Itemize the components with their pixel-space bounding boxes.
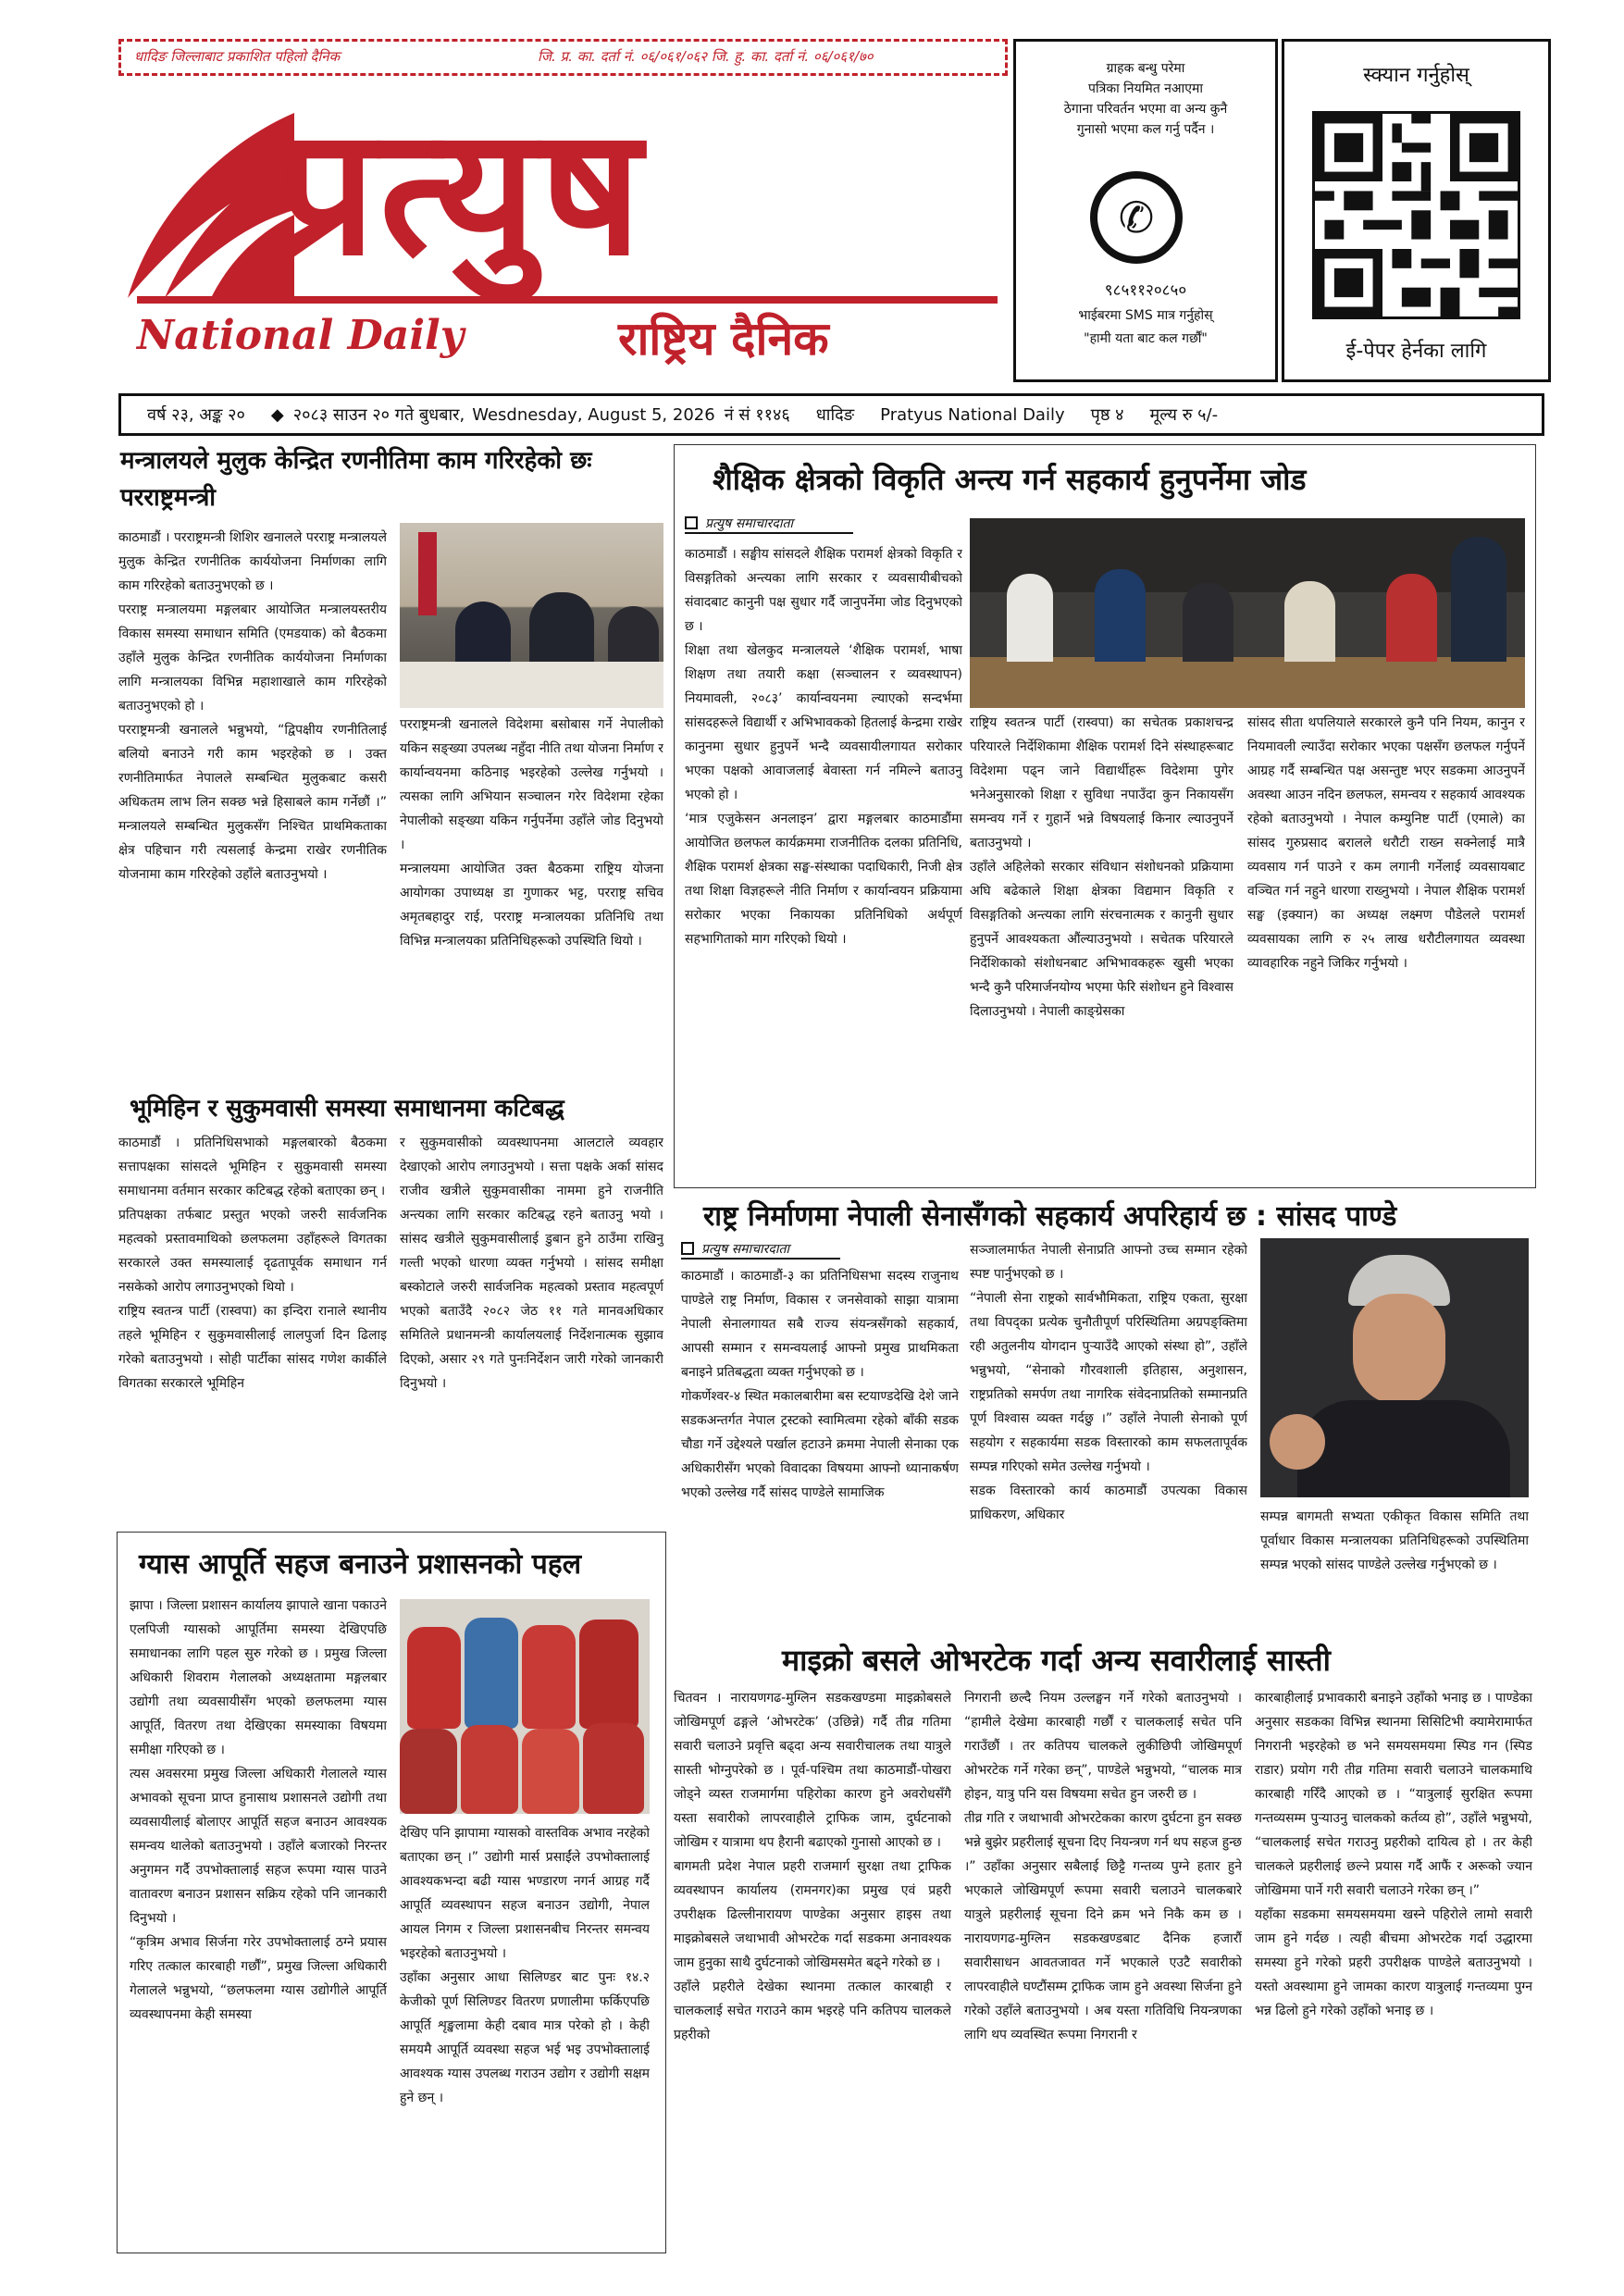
notice-line: "हामी यता बाट कल गर्छौं" [1084,331,1208,346]
place: धादिङ [815,405,855,425]
article-headline: मन्त्रालयले मुलुक केन्द्रित रणनीतिमा काम गरिरहेको छः परराष्ट्रमन्त्री [120,447,592,512]
viber-phone-icon: ✆ [1090,171,1183,264]
qr-code-box [1282,39,1551,382]
date-nepali: २०८३ साउन २० गते बुधबार, [292,405,465,425]
customer-notice-box [1013,39,1278,382]
article-body: देखिए पनि झापामा ग्यासको वास्तविक अभाव नरहेको बताएका छन् ।” उद्योगी मार्स प्रसाईंले उपभोक्तालाई आवश्यकभन्दा बढी ग्यास भण्डारण नगर्न आग्रह गर्दै आपूर्ति व्यवस्थापन सहज बनाउन उद्योगी, नेपाल आयल निगम र जिल्ला प्रशासनबीच निरन्तर समन्वय भइरहेको बताउनुभयो । उहाँका अनुसार आधा सिलिण्डर बाट पुनः १४.२ केजीको पूर्ण सिलिण्डर वितरण प्रणालीमा फर्किएपछि आपूर्ति शृङ्खलामा केही दबाव मात्र परेको हो । केही समयमै आपूर्ति व्यवस्था सहज भई भइ उपभोक्तालाई आवश्यक ग्यास उपलब्ध गराउन उद्योग र उद्योगी सक्षम हुने छन् । [400,1826,650,2105]
article-body: सञ्जालमार्फत नेपाली सेनाप्रति आफ्नो उच्च सम्मान रहेको स्पष्ट पार्नुभएको छ । “नेपाली सेना राष्ट्रको सार्वभौमिकता, राष्ट्रिय एकता, सुरक्षा तथा विपद्का प्रत्येक चुनौतीपूर्ण परिस्थितिमा अग्रपङ्क्तिमा रही अतुलनीय योगदान पुऱ्याउँदै आएको संस्था हो”, उहाँले भन्नुभयो, “सेनाको गौरवशाली इतिहास, अनुशासन, राष्ट्रप्रतिको समर्पण तथा नागरिक संवेदनाप्रतिको सम्मानप्रति पूर्ण विश्वास व्यक्त गर्दछु ।” उहाँले नेपाली सेनाको पूर्ण सहयोग र सहकार्यमा सडक विस्तारको काम सफलतापूर्वक सम्पन्न गरिएको समेत उल्लेख गर्नुभयो । सडक विस्तारको कार्य काठमाडौं उपत्यका विकास प्राधिकरण, अधिकार [970,1243,1247,1522]
mp-pande-photo [1260,1238,1529,1497]
qr-bottom-label: ई-पेपर हेर्नका लागि [1345,340,1487,363]
notice-line: भाईबरमा SMS मात्र गर्नुहोस् [1078,308,1213,323]
newspaper-subtitle-en: National Daily [137,312,465,359]
article-body: परराष्ट्रमन्त्री खनालले विदेशमा बसोबास गर्ने नेपालीको यकिन सङ्ख्या उपलब्ध नहुँदा नीति तथा योजना निर्माण र कार्यान्वयनमा कठिनाइ भइरहेको उल्लेख गर्नुभयो । त्यसका लागि अभियान सञ्चालन गरेर विदेशमा रहेका नेपालीको सङ्ख्या यकिन गर्नुपर्नेमा उहाँले जोड दिनुभयो । मन्त्रालयमा आयोजित उक्त बैठकमा राष्ट्रिय योजना आयोगका उपाध्यक्ष डा गुणाकर भट्ट, परराष्ट्र सचिव अमृतबहादुर राई, परराष्ट्र मन्त्रालयका प्रतिनिधि तथा विभिन्न मन्त्रालयका प्रतिनिधिहरूको उपस्थिति थियो । [400,717,663,949]
article-body: चितवन । नारायणगढ-मुग्लिन सडकखण्डमा माइक्रोबसले जोखिमपूर्ण ढङ्गले ‘ओभरटेक’ (उछिन्ने) गर्दै तीव्र गतिमा सवारी चलाउने प्रवृत्ति बढ्दा अन्य सवारीचालक तथा यात्रुले सास्ती भोग्नुपरेको छ । पूर्व-पश्चिम तथा काठमाडौं-पोखरा जोड्ने व्यस्त राजमार्गमा पहिरोका कारण हुने अवरोधसँगै यस्ता सवारीको लापरवाहीले ट्राफिक जाम, दुर्घटनाको जोखिम र यात्रामा थप हैरानी बढाएको गुनासो आएको छ । बागमती प्रदेश नेपाल प्रहरी राजमार्ग सुरक्षा तथा ट्राफिक व्यवस्थापन कार्यालय (रामनगर)का प्रमुख एवं प्रहरी उपरीक्षक ढिल्लीनारायण पाण्डेका अनुसार हाइस तथा माइक्रोबसले जथाभावी ओभरटेक गर्दा सडकमा अनावश्यक जाम हुनुका साथै दुर्घटनाको जोखिमसमेत बढ्ने गरेको छ । उहाँले प्रहरीले देखेका स्थानमा तत्काल कारबाही र चालकलाई सचेत गराउने काम भइरहे पनि कतिपय चालकले प्रहरीको [674,1691,951,2042]
notice-line: ग्राहक बन्धु परेमा [1106,61,1185,76]
article-body: कारबाहीलाई प्रभावकारी बनाइने उहाँको भनाइ छ । पाण्डेका अनुसार सडकका विभिन्न स्थानमा सिसिटिभी क्यामेरामार्फत निगरानी भइरहेको छ भने समयसमयमा स्पिड गन (स्पिड राडार) प्रयोग गरी तीव्र गतिमा सवारी चलाउने चालकमाथि कारबाही गरिँदै आएको छ । “यात्रुलाई सुरक्षित रूपमा गन्तव्यसम्म पुऱ्याउनु चालकको कर्तव्य हो”, उहाँले भन्नुभयो, “चालकलाई सचेत गराउनु प्रहरीको दायित्व हो । तर केही चालकले प्रहरीलाई छल्ने प्रयास गर्दै आफैं र अरूको ज्यान जोखिममा पार्ने गरी सवारी चलाउने गरेका छन् ।” यहाँका सडकमा समयसमयमा खस्ने पहिरोले लामो सवारी जाम हुने गर्दछ । त्यही बीचमा ओभरटेक गर्दा उद्धारमा समस्या हुने गरेको प्रहरी उपरीक्षक पाण्डेले बताउनुभयो । यस्तो अवस्थामा हुने जामका कारण यात्रुलाई गन्तव्यमा पुग्न भन्न ढिलो हुने गरेको उहाँको भनाइ छ । [1255,1691,1532,2018]
serial-number: नं सं ११४६ [724,405,790,425]
article-body: काठमाडौं । सङ्घीय सांसदले शैक्षिक परामर्श क्षेत्रको विकृति र विसङ्गतिको अन्त्यका लागि सरकार र व्यवसायीबीचको संवादबाट कानुनी पक्ष सुधार गर्दै जानुपर्नेमा जोड दिनुभएको छ । शिक्षा तथा खेलकुद मन्त्रालयले ‘शैक्षिक परामर्श, भाषा शिक्षण तथा तयारी कक्षा (सञ्चालन र व्यवस्थापन) नियमावली, २०८३’ कार्यान्वयनमा ल्याएको सन्दर्भमा सांसदहरूले विद्यार्थी र अभिभावकको हितलाई केन्द्रमा राखेर कानुनमा सुधार हुनुपर्ने भन्दै व्यवसायीलगायत सरोकार भएका पक्षको आवाजलाई बेवास्ता गर्न नमिल्ने बताउनु भएको हो । ‘मात्र एजुकेसन अनलाइन’ द्वारा मङ्गलबार काठमाडौंमा आयोजित छलफल कार्यक्रममा राजनीतिक दलका प्रतिनिधि, शैक्षिक परामर्श क्षेत्रका सङ्घ-संस्थाका पदाधिकारी, निजी क्षेत्र तथा शिक्षा विज्ञहरूले नीति निर्माण र कार्यान्वयन प्रक्रियामा सरोकार भएका निकायका प्रतिनिधिको अर्थपूर्ण सहभागिताको माग गरिएको थियो । [685,547,962,947]
article-body: र सुकुमवासीको व्यवस्थापनमा आलटाले व्यवहार देखाएको आरोप लगाउनुभयो । सत्ता पक्षके अर्का सांसद राजीव खत्रीले सुकुमवासीका नाममा हुने राजनीति अन्त्यका लागि सरकार कटिबद्ध रहने बताउनु भयो । सांसद खत्रीले सुकुमवासीलाई डुबान हुने ठाउँमा राखिनु गल्ती भएको धारणा व्यक्त गर्नुभयो । सांसद समीक्षा बस्कोटाले जरुरी सार्वजनिक महत्वको प्रस्ताव महत्वपूर्ण भएको बताउँदै २०८२ जेठ ११ गते मानवअधिकार समितिले प्रधानमन्त्री कार्यालयलाई निर्देशनात्मक सुझाव दिएको, असार २९ गते पुनःनिर्देशन जारी गरेको जानकारी दिनुभयो । [400,1136,663,1391]
qr-code-icon[interactable] [1312,111,1520,319]
phone-number: ९८५११२०८५० [1104,281,1187,300]
newspaper-logo [118,85,1007,374]
notice-line: ठेगाना परिवर्तन भएमा वा अन्य कुनै [1063,102,1228,117]
newspaper-subtitle-np: राष्ट्रिय दैनिक [618,312,829,366]
article-headline: भूमिहिन र सुकुमवासी समस्या समाधानमा कटिबद्ध [130,1095,564,1123]
masthead-registration: जि. प्र. का. दर्ता नं. ०६/०६१/०६२ जि. हु. का. दर्ता नं. ०६/०६१/७० [538,48,874,65]
date-english: Wesdnesday, August 5, 2026 [472,404,715,425]
article-body: सम्पन्न बागमती सभ्यता एकीकृत विकास समिति तथा पूर्वाधार विकास मन्त्रालयका प्रतिनिधिहरूको उपस्थितिमा सम्पन्न भएको सांसद पाण्डेले उल्लेख गर्नुभएको छ । [1260,1509,1529,1572]
masthead-tagline-box [118,39,1008,76]
paper-name-en: Pratyus National Daily [880,404,1065,425]
article-body: झापा । जिल्ला प्रशासन कार्यालय झापाले खाना पकाउने एलपिजी ग्यासको आपूर्तिमा समस्या देखिएपछि समाधानका लागि पहल सुरु गरेको छ । प्रमुख जिल्ला अधिकारी शिवराम गेलालको अध्यक्षतामा मङ्गलबार उद्योगी तथा व्यवसायीसँग भएको छलफलमा ग्यास आपूर्ति, वितरण तथा देखिएका समस्याका विषयमा समीक्षा गरिएको छ । त्यस अवसरमा प्रमुख जिल्ला अधिकारी गेलालले ग्यास अभावको सूचना प्राप्त हुनासाथ प्रशासनले उद्योगी तथा व्यवसायीलाई बोलाएर आपूर्ति सहज बनाउन आवश्यक समन्वय थालेको बताउनुभयो । उहाँले बजारको निरन्तर अनुगमन गर्दै उपभोक्तालाई सहज रूपमा ग्यास पाउने वातावरण बनाउन प्रशासन सक्रिय रहेको पनि जानकारी दिनुभयो । “कृत्रिम अभाव सिर्जना गरेर उपभोक्तालाई ठग्ने प्रयास गरिए तत्काल कारबाही गर्छौं”, प्रमुख जिल्ला अधिकारी गेलालले भन्नुभयो, “छलफलमा ग्यास उद्योगीले आपूर्ति व्यवस्थापनमा केही समस्या [130,1598,387,2022]
article-body: काठमाडौं । प्रतिनिधिसभाको मङ्गलबारको बैठकमा सत्तापक्षका सांसदले भूमिहिन र सुकुमवासी समस्या समाधानमा वर्तमान सरकार कटिबद्ध रहेको बताएका छन् । प्रतिपक्षका तर्फबाट प्रस्तुत भएको जरुरी सार्वजनिक महत्वको प्रस्तावमाथिको छलफलमा उहाँहरूले विगतका सरकारले उक्त समस्यालाई दृढतापूर्वक समाधान गर्न नसकेको आरोप लगाउनुभएको थियो । राष्ट्रिय स्वतन्त्र पार्टी (रास्वपा) का इन्दिरा रानाले स्थानीय तहले भूमिहिन र सुकुमवासीलाई लालपुर्जा दिन ढिलाइ गरेको बताउनुभयो । सोही पार्टीका सांसद गणेश कार्कीले विगतका सरकारले भूमिहिन [118,1136,387,1391]
byline-tag: प्रत्युष समाचारदाता [685,515,853,534]
article-headline: माइक्रो बसले ओभरटेक गर्दा अन्य सवारीलाई सास्ती [782,1643,1331,1678]
notice-line: पत्रिका नियमित नआएमा [1088,81,1203,96]
logo-divider [137,296,998,304]
article-headline: ग्यास आपूर्ति सहज बनाउने प्रशासनको पहल [139,1548,582,1581]
minister-meeting-photo [400,523,663,708]
article-body: काठमाडौं । काठमाडौं-३ का प्रतिनिधिसभा सदस्य राजुनाथ पाण्डेले राष्ट्र निर्माण, विकास र जनसेवाको साझा यात्रामा नेपाली सेनालगायत सबै राज्य संयन्त्रसँगको सहकार्य, आपसी सम्मान र समन्वयलाई आफ्नो प्रमुख प्राथमिकता बनाइने प्रतिबद्धता व्यक्त गर्नुभएको छ । गोकर्णेश्वर-४ स्थित मकालबारीमा बस स्टयाण्डदेखि देशे जाने सडकअन्तर्गत नेपाल ट्रस्टको स्वामित्वमा रहेको बाँकी सडक चौडा गर्ने उद्देश्यले पर्खाल हटाउने क्रममा नेपाली सेनाका एक अधिकारीसँग भएको विवादका विषयमा आफ्नो ध्यानाकर्षण भएको उल्लेख गर्दै सांसद पाण्डेले सामाजिक [681,1269,959,1500]
article-body: सांसद सीता थपलियाले सरकारले कुनै पनि नियम, कानुन र नियमावली ल्याउँदा सरोकार भएका पक्षसँग छलफल गर्नुपर्ने आग्रह गर्दै सम्बन्धित पक्ष असन्तुष्ट भएर सडकमा आउनुपर्ने अवस्था आउन नदिन छलफल, समन्वय र सहकार्य आवश्यक रहेको बताउनुभयो । नेपाल कम्युनिष्ट पार्टी (एमाले) का सांसद गुरुप्रसाद बरालले धरौटी राख्न सक्नेलाई मात्रै व्यवसाय गर्न पाउने र कम लगानी गर्नेलाई व्यवसायबाट वञ्चित गर्न नहुने धारणा राख्नुभयो । नेपाल शैक्षिक परामर्श सङ्घ (इक्यान) का अध्यक्ष लक्ष्मण पौडेलले परामर्श व्यवसायका लागि रु २५ लाख धरौटीलगायत व्यवस्था व्यावहारिक नहुने जिकिर गर्नुभयो । [1247,715,1525,971]
article-body: राष्ट्रिय स्वतन्त्र पार्टी (रास्वपा) का सचेतक प्रकाशचन्द्र परियारले निर्देशिकामा शैक्षिक परामर्श दिने संस्थाहरूबाट विदेशमा पढ्न जाने विद्यार्थीहरू विदेशमा पुगेर भनेअनुसारको शिक्षा र सुविधा नपाउँदा कुन निकायसँग समन्वय गर्ने र गुहार्ने भन्ने विषयलाई किनार ल्याउनुपर्ने बताउनुभयो । उहाँले अहिलेको सरकार संविधान संशोधनको प्रक्रियामा अघि बढेकाले शिक्षा क्षेत्रका विद्यमान विकृति र विसङ्गतिको अन्त्यका लागि संरचनात्मक र कानुनी सुधार हुनुपर्ने आवश्यकता औंल्याउनुभयो । सचेतक परियारले निर्देशिकाको संशोधनबाट अभिभावकहरू खुसी भएका भन्दै कुनै परिमार्जनयोग्य भएमा फेरि संशोधन हुने विश्वास दिलाउनुभयो । नेपाली काङ्ग्रेसका [970,715,1233,1019]
diamond-icon: ◆ [270,404,284,425]
byline-tag: प्रत्युष समाचारदाता [681,1240,840,1260]
article-headline: राष्ट्र निर्माणमा नेपाली सेनासँगको सहकार्य अपरिहार्य छ : सांसद पाण्डे [703,1200,1397,1233]
volume-number: वर्ष २३, अङ्क २० [147,405,245,425]
education-program-photo [970,518,1525,708]
price: मूल्य रु ५/- [1149,405,1219,425]
newspaper-title: प्रत्युष [276,88,646,294]
page-number: पृष्ठ ४ [1090,405,1124,425]
article-body: काठमाडौं । परराष्ट्रमन्त्री शिशिर खनालले परराष्ट्र मन्त्रालयले मुलुक केन्द्रित रणनीतिक कार्ययोजना निर्माणका लागि काम गरिरहेको बताउनुभएको छ । परराष्ट्र मन्त्रालयमा मङ्गलबार आयोजित मन्त्रालयस्तरीय विकास समस्या समाधान समिति (एमडयाक) को बैठकमा उहाँले मुलुक केन्द्रित रणनीतिक कार्ययोजना निर्माणका लागि मन्त्रालयका विभिन्न महाशाखाले काम गरिरहेको बताउनुभएको हो । परराष्ट्रमन्त्री खनालले भन्नुभयो, “द्विपक्षीय रणनीतिलाई बलियो बनाउने गरी काम भइरहेको छ । उक्त रणनीतिमार्फत नेपालले सम्बन्धित मुलुकबाट कसरी अधिकतम लाभ लिन सक्छ भन्ने हिसाबले काम गर्नेछौं ।” मन्त्रालयले सम्बन्धित मुलुकसँग निश्चित प्राथमिकताका क्षेत्र पहिचान गरी त्यसलाई केन्द्रमा राखेर रणनीतिक योजनामा काम गरिरहेको उहाँले बताउनुभयो । [118,530,387,882]
article-body: निगरानी छल्दै नियम उल्लङ्घन गर्ने गरेको बताउनुभयो । “हामीले देखेमा कारबाही गर्छौं र चालकलाई सचेत पनि गराउँछौं । तर कतिपय चालकले लुकीछिपी जोखिमपूर्ण ओभरटेक गर्ने गरेका छन्”, पाण्डेले भन्नुभयो, “चालक मात्र होइन, यात्रु पनि यस विषयमा सचेत हुन जरुरी छ । तीव्र गति र जथाभावी ओभरटेकका कारण दुर्घटना हुन सक्छ भन्ने बुझेर प्रहरीलाई सूचना दिए नियन्त्रण गर्न थप सहज हुन्छ ।” उहाँका अनुसार सबैलाई छिट्टै गन्तव्य पुग्ने हतार हुने भएकाले जोखिमपूर्ण रूपमा सवारी चलाउने चालकबारे यात्रुले प्रहरीलाई सूचना दिने क्रम भने निकै कम छ । नारायणगढ-मुग्लिन सडकखण्डबाट दैनिक हजारौं सवारीसाधन आवतजावत गर्ने भएकाले एउटै सवारीको लापरवाहीले घण्टौंसम्म ट्राफिक जाम हुने अवस्था सिर्जना हुने गरेको उहाँले बताउनुभयो । अब यस्ता गतिविधि नियन्त्रणका लागि थप व्यवस्थित रूपमा निगरानी र [964,1691,1242,2042]
issue-info-bar [118,393,1544,436]
gas-cylinders-photo [400,1599,650,1814]
masthead-tagline: धादिङ जिल्लाबाट प्रकाशित पहिलो दैनिक [134,48,341,65]
qr-top-label: स्क्यान गर्नुहोस् [1363,64,1469,87]
flag-icon [418,532,437,615]
notice-line: गुनासो भएमा कल गर्नु पर्दैन । [1076,122,1215,137]
article-headline: शैक्षिक क्षेत्रको विकृति अन्त्य गर्न सहकार्य हुनुपर्नेमा जोड [713,462,1307,497]
